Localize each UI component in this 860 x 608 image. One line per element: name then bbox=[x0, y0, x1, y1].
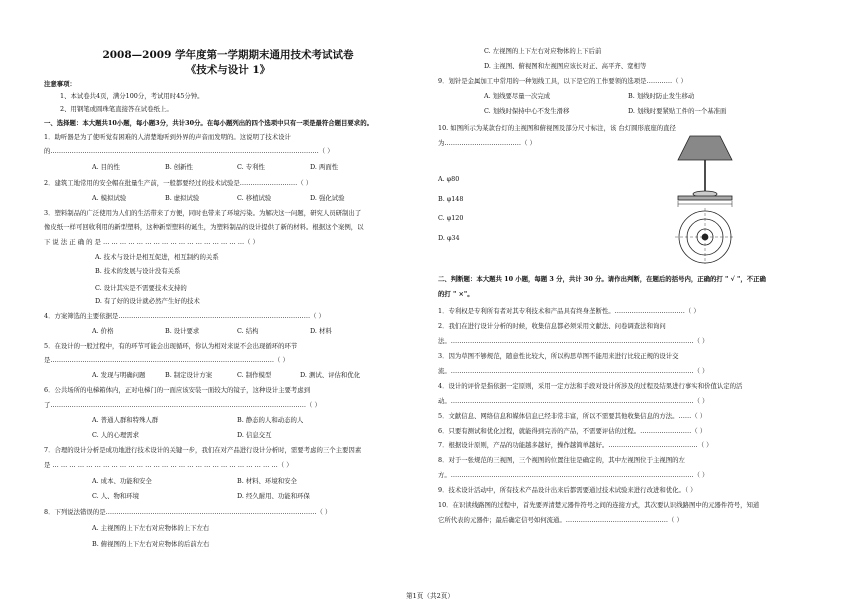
option: D. 两面性 bbox=[310, 163, 339, 171]
question-line: 1．助听器是为了使听觉有困难的人清楚地听到外界的声音而发明的。这说明了技术设计 bbox=[44, 133, 291, 141]
option: B. 创新性 bbox=[165, 163, 193, 171]
option: C. 人、物和环境 bbox=[92, 492, 140, 500]
option: A. 技术与设计是相互促进，相互制约的关系 bbox=[95, 253, 219, 261]
question-line: 2．建筑工地常用的安全帽在批量生产前，一般都要经过的技术试验是………………………（ ） bbox=[44, 179, 313, 187]
lamp-diagram bbox=[650, 130, 760, 265]
option: B. 材料、环境和安全 bbox=[237, 477, 297, 485]
section1-heading: 一、选择题：本大题共10小题，每小题3分，共计30分。在每小题列出的四个选项中只有一项是最符合题目要求的。 bbox=[44, 119, 373, 127]
option: A. 价格 bbox=[92, 327, 114, 335]
option: B. 划线时防止发生移动 bbox=[628, 92, 695, 100]
option: C. 移植试验 bbox=[237, 194, 272, 202]
option: C. 专利性 bbox=[237, 163, 265, 171]
question-line: 是 … … … … … … … … … … … … … … … … … … … … … … … … … … …（ ） bbox=[44, 461, 293, 469]
question-line: 8．下列说法错误的是………………………………………………………………………………………（ ） bbox=[44, 508, 332, 516]
option: D. 主视图、俯视图和左视图应该长对正、高平齐、宽相等 bbox=[484, 62, 647, 70]
judge-line: 3．因为草图不够规范，随意性比较大，所以构思草图不能用来进行比较正规的设计交 bbox=[438, 352, 679, 360]
option: B. 技术的发展与设计没有关系 bbox=[95, 267, 181, 275]
option: C. 结构 bbox=[237, 327, 259, 335]
judge-line: 2．我们在进行设计分析的时候，收集信息都必须采用文献法、问卷调查法和询问 bbox=[438, 322, 666, 330]
option: A. 普通人群和特殊人群 bbox=[92, 416, 159, 424]
option: C. 人的心理需求 bbox=[92, 431, 140, 439]
judge-line: 9．技术设计活动中，所有技术产品设计出来后都需要通过技术试验来进行改进和优化。（ ） bbox=[438, 486, 697, 494]
exam-subtitle: 《技术与设计 1》 bbox=[185, 64, 271, 76]
option: C. 划线时保持中心不发生滑移 bbox=[484, 107, 570, 115]
option: A. 主视图的上下左右对应物体的上下左右 bbox=[92, 524, 210, 532]
option: A. 发现与明确问题 bbox=[92, 371, 146, 379]
question-line: 为………………………………（ ） bbox=[438, 139, 536, 147]
judge-line: 8．对于一张规范的三视图，三个视图的位置往往是确定的，其中左视图位于主视图的左 bbox=[438, 456, 685, 464]
section2-heading: 的打 " ×"。 bbox=[438, 290, 474, 298]
question-line: 5．在设计的一般过程中，有的环节可能会出现循环，你认为相对来说不会出现循环的环节 bbox=[44, 342, 298, 350]
option: C. 设计其实是不需要技术支持的 bbox=[95, 284, 187, 292]
option: A. φ80 bbox=[438, 175, 460, 183]
option: D. 经久耐用、功能和环保 bbox=[237, 492, 310, 500]
judge-line: 1．专利权是专利所有者对其专利技术和产品具有终身垄断性。……………………………（ ） bbox=[438, 307, 700, 315]
judge-line: 10．在识读线路图的过程中，首先要弄清楚元器件符号之间的连接方式，其次要认识线路图中的元器件符号，知道 bbox=[438, 501, 760, 509]
option: B. 虚拟试验 bbox=[165, 194, 200, 202]
section2-heading: 二、判断题：本大题共 10 小题，每题 3 分，共计 30 分。请作出判断，在题后的括号内，正确的打 " √ "，不正确 bbox=[438, 275, 766, 283]
judge-line: 方。……………………………………………………………………………………………………（ ） bbox=[438, 471, 709, 479]
option: A. 目的性 bbox=[92, 163, 120, 171]
question-line: 3．塑料制品的广泛使用为人们的生活带来了方便，同时也带来了环境污染。为解决这一问题，研究人员研制出了 bbox=[44, 209, 362, 217]
question-line: 7．合理的设计分析是成功地进行技术设计的关键一步，我们在对产品进行设计分析时，需要考虑的三个主要因素 bbox=[44, 446, 362, 454]
judge-line: 动。……………………………………………………………………………………………………（ ） bbox=[438, 397, 709, 405]
option: D. 划线时要紧贴工件的一个基准面 bbox=[628, 107, 727, 115]
option: D. 有了好的设计就必然产生好的技术 bbox=[95, 297, 200, 305]
option: B. 俯视图的上下左右对应物体的后前左右 bbox=[92, 540, 210, 548]
judge-line: 法。……………………………………………………………………………………………………（ ） bbox=[438, 337, 709, 345]
question-line: 9．划针是金属加工中常用的一种划线工具，以下是它的工作要领的选项是…………（ ） bbox=[438, 77, 687, 85]
question-line: 4．方案筛选的主要依据是………………………………………………………………………………（ ） bbox=[44, 312, 325, 320]
judge-line: 它所代表的元器件；最后确定信号如何流通。…………………………………………（ ） bbox=[438, 516, 683, 524]
notice-heading: 注意事项： bbox=[44, 80, 76, 88]
option: B. φ148 bbox=[438, 195, 464, 203]
judge-line: 7．根据设计原则，产品的功能越多越好，操作越简单越好。……………………………………（ ） bbox=[438, 441, 713, 449]
judge-line: 4．设计的评价是指依据一定原则，采用一定方法和手段对设计所涉及的过程及结果进行事实和价值认定的活 bbox=[438, 382, 743, 390]
judge-line: 5．文献信息、网络信息和媒体信息已经非常丰富，所以不需要其他收集信息的方法。……（ ） bbox=[438, 412, 707, 420]
question-line: 了…………………………………………………………………………………………………………（ ） bbox=[44, 401, 321, 409]
option: A. 划线要尽量一次完成 bbox=[484, 92, 551, 100]
notice-item: 1、本试卷共4页，满分100分，考试用时45分钟。 bbox=[60, 92, 204, 100]
option: B. 设计要求 bbox=[165, 327, 200, 335]
page-footer: 第1页（共2页） bbox=[406, 592, 454, 600]
question-line: 下 说 法 正 确 的 是 … … … … … … … … … … … … … … … … …（ ） bbox=[44, 238, 259, 246]
option: A. 模拟试验 bbox=[92, 194, 127, 202]
option: D. 测试、评估和优化 bbox=[300, 371, 361, 379]
option: C. 制作模型 bbox=[237, 371, 272, 379]
option: D. φ34 bbox=[438, 234, 460, 242]
question-line: 的………………………………………………………………………………………………………………（ ） bbox=[44, 147, 334, 155]
option: B. 制定设计方案 bbox=[165, 371, 213, 379]
option: C. φ120 bbox=[438, 214, 464, 222]
judge-line: 6．只要有测试和优化过程，就能得到完善的产品，不需要评估的过程。……………………（ ） bbox=[438, 427, 707, 435]
option: D. 信息交互 bbox=[237, 431, 272, 439]
option: C. 左视图的上下左右对应物体的上下后前 bbox=[484, 47, 602, 55]
question-line: 像皮纸一样可回收利用的新型塑料，这种新型塑料的诞生，为塑料制品的设计提供了新的材料。根据这个案例，以 bbox=[44, 223, 364, 231]
judge-line: 流。……………………………………………………………………………………………………（ ） bbox=[438, 367, 709, 375]
option: D. 强化试验 bbox=[310, 194, 345, 202]
option: A. 成本、功能和安全 bbox=[92, 477, 152, 485]
option: B. 静态的人和动态的人 bbox=[237, 416, 304, 424]
exam-title: 2008—2009 学年度第一学期期末通用技术考试试卷 bbox=[102, 49, 354, 61]
question-line: 6．公共场所的电梯箱体内，正对电梯门的一面应该安装一面较大的镜子，这种设计主要考虑到 bbox=[44, 386, 311, 394]
question-line: 10. 如图所示为某款台灯的主视图和俯视图及部分尺寸标注，该 台灯圆形底座的直径 bbox=[438, 124, 676, 132]
notice-item: 2、用钢笔或圆珠笔直接答在试卷纸上。 bbox=[60, 105, 173, 113]
option: D. 材料 bbox=[310, 327, 332, 335]
question-line: 是……………………………………………………………………………………………（ ） bbox=[44, 356, 289, 364]
